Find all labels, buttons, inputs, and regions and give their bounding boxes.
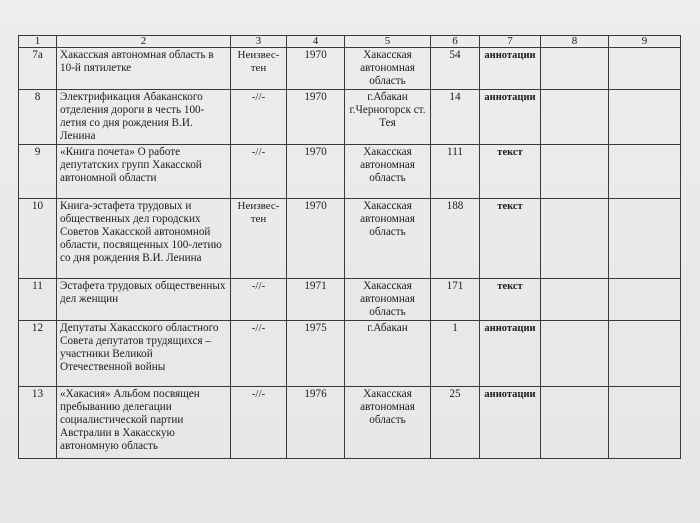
empty-cell: [609, 199, 681, 279]
row-number: 10: [19, 199, 57, 279]
document-title: Хакасская автономная область в 10-й пятилетке: [57, 48, 231, 90]
row-number: 7a: [19, 48, 57, 90]
place: Хакасская автономная область: [345, 199, 431, 279]
empty-cell: [541, 279, 609, 321]
year: 1975: [287, 321, 345, 387]
author: Неизвес-тен: [231, 48, 287, 90]
year: 1976: [287, 387, 345, 459]
author: -//-: [231, 387, 287, 459]
empty-cell: [609, 321, 681, 387]
column-number: 9: [609, 36, 681, 48]
column-number: 3: [231, 36, 287, 48]
archive-table: [18, 35, 681, 459]
content-type: аннотации: [480, 48, 541, 90]
page-count: 25: [431, 387, 480, 459]
column-number: 1: [19, 36, 57, 48]
empty-cell: [541, 48, 609, 90]
column-number: 5: [345, 36, 431, 48]
column-number: 4: [287, 36, 345, 48]
author: -//-: [231, 145, 287, 199]
page-count: 171: [431, 279, 480, 321]
empty-cell: [609, 90, 681, 145]
row-number: 12: [19, 321, 57, 387]
document-title: Электрификация Абаканского отделения дороги в честь 100-летия со дня рождения В.И. Ленина: [57, 90, 231, 145]
column-number: 8: [541, 36, 609, 48]
content-type: аннотации: [480, 321, 541, 387]
place: Хакасская автономная область: [345, 387, 431, 459]
row-number: 8: [19, 90, 57, 145]
empty-cell: [609, 279, 681, 321]
year: 1970: [287, 90, 345, 145]
year: 1970: [287, 145, 345, 199]
empty-cell: [609, 387, 681, 459]
year: 1970: [287, 48, 345, 90]
content-type: аннотации: [480, 90, 541, 145]
content-type: аннотации: [480, 387, 541, 459]
page-count: 188: [431, 199, 480, 279]
author: -//-: [231, 279, 287, 321]
column-number-row: [19, 36, 681, 48]
column-number: 2: [57, 36, 231, 48]
table-row: [19, 90, 681, 145]
page-count: 14: [431, 90, 480, 145]
row-number: 13: [19, 387, 57, 459]
table-row: [19, 48, 681, 90]
page-count: 1: [431, 321, 480, 387]
year: 1971: [287, 279, 345, 321]
table-row: [19, 279, 681, 321]
empty-cell: [541, 90, 609, 145]
row-number: 9: [19, 145, 57, 199]
table-row: [19, 199, 681, 279]
empty-cell: [609, 48, 681, 90]
place: г.Абакан: [345, 321, 431, 387]
table-row: [19, 387, 681, 459]
author: -//-: [231, 90, 287, 145]
empty-cell: [541, 321, 609, 387]
column-number: 7: [480, 36, 541, 48]
year: 1970: [287, 199, 345, 279]
column-number: 6: [431, 36, 480, 48]
author: -//-: [231, 321, 287, 387]
place: Хакасская автономная область: [345, 48, 431, 90]
content-type: текст: [480, 199, 541, 279]
place: Хакасская автономная область: [345, 145, 431, 199]
content-type: текст: [480, 145, 541, 199]
content-type: текст: [480, 279, 541, 321]
document-title: Книга-эстафета трудовых и общественных дел городских Советов Хакасской автономной области, посвященных 100-летию со дня рождения В.И. Ленина: [57, 199, 231, 279]
empty-cell: [541, 145, 609, 199]
empty-cell: [541, 199, 609, 279]
document-title: «Хакасия» Альбом посвящен пребыванию делегации социалистической партии Австралии в Хакасскую автономную область: [57, 387, 231, 459]
table-row: [19, 145, 681, 199]
place: Хакасская автономная область: [345, 279, 431, 321]
document-title: Эстафета трудовых общественных дел женщин: [57, 279, 231, 321]
table-row: [19, 321, 681, 387]
empty-cell: [609, 145, 681, 199]
author: Неизвес-тен: [231, 199, 287, 279]
page-count: 54: [431, 48, 480, 90]
document-title: «Книга почета» О работе депутатских групп Хакасской автономной области: [57, 145, 231, 199]
empty-cell: [541, 387, 609, 459]
row-number: 11: [19, 279, 57, 321]
place: г.Абакан г.Черногорск ст. Тея: [345, 90, 431, 145]
page-count: 111: [431, 145, 480, 199]
document-title: Депутаты Хакасского областного Совета депутатов трудящихся – участники Великой Отечественной войны: [57, 321, 231, 387]
